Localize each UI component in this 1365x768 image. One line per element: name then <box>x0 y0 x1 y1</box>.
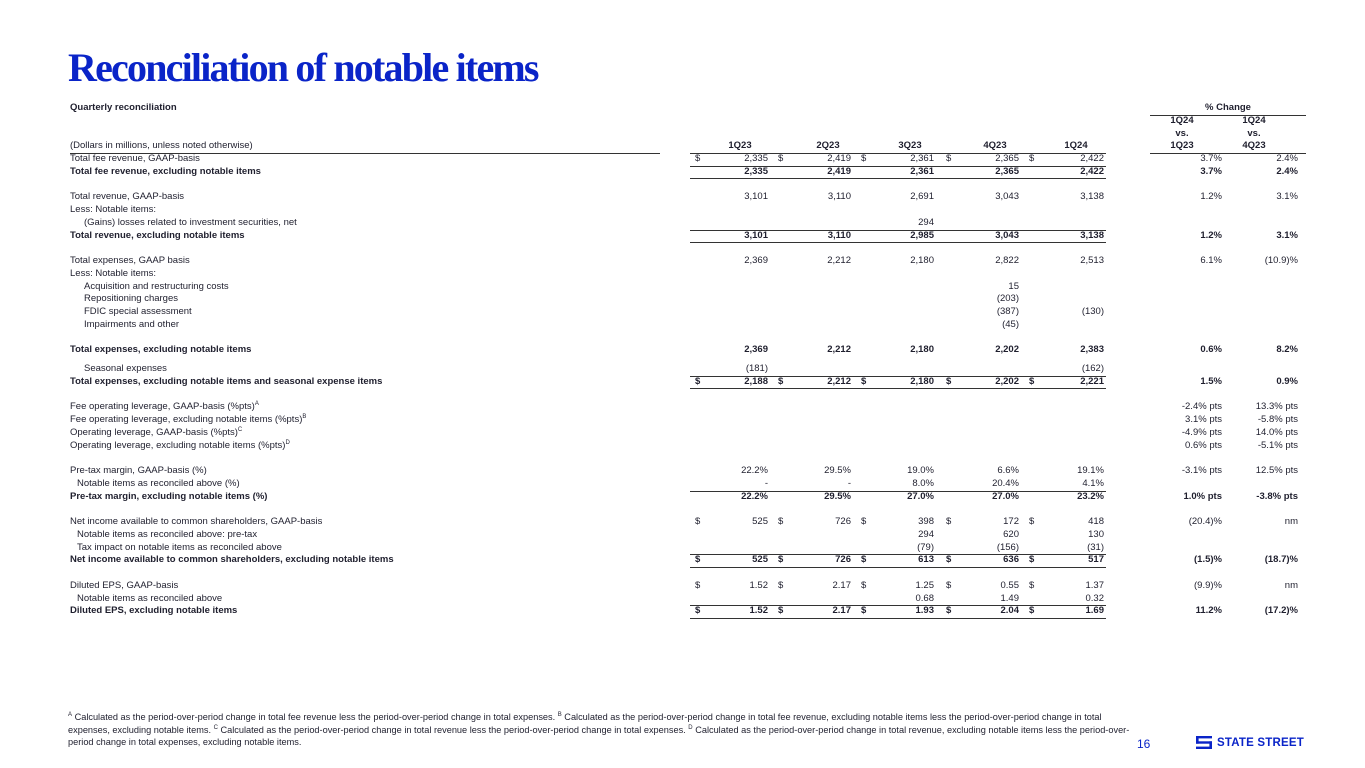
row-label: FDIC special assessment <box>84 306 192 317</box>
table-row <box>70 217 1310 230</box>
row-label: Total revenue, excluding notable items <box>70 229 245 241</box>
dollar-sign: $ <box>695 516 701 527</box>
rule-line <box>690 491 1106 492</box>
pct-change-cell: (1.5)% <box>1194 554 1222 566</box>
value-cell-1q24: (130) <box>1081 306 1104 317</box>
row-label: Total fee revenue, excluding notable items <box>70 165 261 177</box>
spacer-row <box>70 389 1310 402</box>
dollar-sign: $ <box>1029 579 1035 591</box>
value-cell-2q23: 2,212 <box>827 255 851 266</box>
footnotes <box>68 711 1138 749</box>
value-cell-1q23: - <box>764 477 768 489</box>
row-label-wrap <box>70 427 242 440</box>
value-cell-4q23: 2,365 <box>995 165 1019 177</box>
value-cell-1q23: 2,369 <box>744 344 768 356</box>
value-cell-2q23: 2,419 <box>827 153 851 164</box>
pct-change-cell: 14.0% pts <box>1255 426 1298 438</box>
spacer-row <box>70 242 1310 255</box>
row-label: Operating leverage, GAAP-basis (%pts) <box>70 426 238 438</box>
table-row <box>70 153 1310 166</box>
value-cell-1q23: 1.52 <box>749 605 768 617</box>
value-cell-4q23: 6.6% <box>997 465 1019 476</box>
pct-change-cell: 0.6% <box>1200 344 1222 356</box>
value-cell-2q23: 2,212 <box>827 344 851 356</box>
value-cell-4q23: 636 <box>1003 554 1019 566</box>
row-label: Notable items as reconciled above (%) <box>77 477 240 489</box>
value-cell-3q23: 613 <box>918 554 934 566</box>
footnote-c: $^C$ Calculated as the period-over-period change in total revenue less the period-over-period change in total expenses. <box>213 724 689 735</box>
dollar-sign: $ <box>778 605 784 617</box>
footnote-ref: D <box>285 439 290 446</box>
pct-change-cell: 3.1% <box>1276 191 1298 203</box>
dollar-sign: $ <box>778 153 784 164</box>
dollar-sign: $ <box>861 605 867 617</box>
value-cell-3q23: 8.0% <box>912 477 934 489</box>
dollar-sign: $ <box>695 153 701 164</box>
table-header-row-1 <box>70 102 1310 115</box>
pct-change-cell: 3.7% <box>1200 153 1222 164</box>
value-cell-1q23: 3,101 <box>744 191 768 203</box>
row-label: Acquisition and restructuring costs <box>84 280 229 292</box>
dollar-sign: $ <box>946 516 952 527</box>
value-cell-1q24: 2,221 <box>1080 375 1104 387</box>
table-row <box>70 376 1310 389</box>
dollar-sign: $ <box>946 375 952 387</box>
table-header-row-3 <box>70 128 1310 141</box>
dollar-sign: $ <box>1029 375 1035 387</box>
value-cell-1q24: 3,138 <box>1080 191 1104 203</box>
pct-col-1-l3: 1Q23 <box>1170 140 1194 152</box>
rule-line <box>690 376 1106 377</box>
section-label: Quarterly reconciliation <box>70 102 177 113</box>
dollar-sign: $ <box>778 516 784 527</box>
row-label: Total expenses, excluding notable items and seasonal expense items <box>70 375 383 387</box>
value-cell-1q23: 22.2% <box>741 490 768 502</box>
value-cell-3q23: (79) <box>917 541 934 553</box>
dollar-sign: $ <box>946 579 952 591</box>
col-header-1q24: 1Q24 <box>1064 140 1088 152</box>
pct-change-cell: 8.2% <box>1276 344 1298 356</box>
pct-change-cell: 1.2% <box>1200 191 1222 203</box>
pct-change-cell: (9.9)% <box>1194 579 1222 591</box>
spacer-row <box>70 332 1310 345</box>
pct-change-cell: 12.5% pts <box>1255 465 1298 476</box>
dollar-sign: $ <box>1029 516 1035 527</box>
footnote-ref: C <box>237 426 243 433</box>
rule-line <box>690 605 1106 606</box>
value-cell-3q23: 2,180 <box>910 255 934 266</box>
row-label: Fee operating leverage, GAAP-basis (%pts) <box>70 401 255 413</box>
value-cell-1q23: 3,101 <box>744 229 768 241</box>
value-cell-1q23: 525 <box>752 554 768 566</box>
table-row <box>70 204 1310 217</box>
pct-col-2-l1: 1Q24 <box>1242 114 1266 126</box>
dollar-sign: $ <box>778 554 784 566</box>
row-label-wrap <box>70 440 290 453</box>
value-cell-1q24: 130 <box>1088 528 1104 540</box>
dollar-sign: $ <box>861 516 867 527</box>
value-cell-3q23: 398 <box>918 516 934 527</box>
col-header-2q23: 2Q23 <box>816 140 840 152</box>
table-row <box>70 230 1310 243</box>
table-row <box>70 529 1310 542</box>
value-cell-2q23: 2.17 <box>832 579 851 591</box>
spacer-row <box>70 503 1310 516</box>
dollar-sign: $ <box>695 579 701 591</box>
table-row <box>70 580 1310 593</box>
pct-change-cell: (18.7)% <box>1264 554 1298 566</box>
pct-change-cell: -5.8% pts <box>1257 414 1298 425</box>
value-cell-2q23: 3,110 <box>827 229 851 241</box>
pct-col-1-l2: vs. <box>1175 127 1189 139</box>
dollar-sign: $ <box>778 579 784 591</box>
value-cell-1q24: 1.69 <box>1085 605 1104 617</box>
pct-change-cell: -3.1% pts <box>1181 465 1222 476</box>
value-cell-1q23: 2,335 <box>744 153 768 164</box>
value-cell-4q23: 2,202 <box>995 344 1019 356</box>
row-label: Repositioning charges <box>84 293 179 305</box>
row-label: Seasonal expenses <box>84 363 167 374</box>
value-cell-2q23: 726 <box>835 516 851 527</box>
row-label: Impairments and other <box>84 318 180 330</box>
pct-change-cell: 1.0% pts <box>1183 490 1222 502</box>
dollar-sign: $ <box>861 375 867 387</box>
table-row <box>70 166 1310 179</box>
row-label: Total expenses, GAAP basis <box>70 255 190 266</box>
row-label: Total fee revenue, GAAP-basis <box>70 153 200 164</box>
value-cell-3q23: 294 <box>918 216 934 228</box>
footnote-ref: A <box>254 401 259 408</box>
pct-change-cell: 0.6% pts <box>1185 439 1222 451</box>
table-row <box>70 440 1310 453</box>
pct-change-cell: 2.4% <box>1276 153 1298 164</box>
pct-change-cell: (17.2)% <box>1264 605 1298 617</box>
value-cell-3q23: 2,361 <box>910 153 934 164</box>
row-label: Pre-tax margin, excluding notable items (%) <box>70 490 268 502</box>
value-cell-1q23: 2,369 <box>744 255 768 266</box>
dollar-sign: $ <box>861 153 867 164</box>
value-cell-1q23: 2,335 <box>744 165 768 177</box>
value-cell-4q23: 2,822 <box>995 255 1019 266</box>
pct-change-header: % Change <box>1205 102 1251 113</box>
row-label: Notable items as reconciled above: pre-tax <box>77 528 258 540</box>
value-cell-4q23: 20.4% <box>992 477 1019 489</box>
rule-line <box>690 554 1106 555</box>
footnote-a: $^A$ Calculated as the period-over-period change in total fee revenue less the period-over-period change in total expenses. <box>68 711 558 722</box>
value-cell-1q24: 2,422 <box>1080 153 1104 164</box>
value-cell-3q23: 2,180 <box>910 344 934 356</box>
rule-line <box>690 230 1106 231</box>
value-cell-1q24: 1.37 <box>1085 579 1104 591</box>
state-street-logo <box>1196 736 1304 749</box>
rule-line <box>690 618 1106 619</box>
dollar-sign: $ <box>695 554 701 566</box>
value-cell-1q24: 23.2% <box>1077 490 1104 502</box>
footnote-d: $^D$ Calculated as the period-over-period change in total revenue, excluding notable items less the period-over-period change in total expenses, excluding notable items. <box>68 724 1130 747</box>
value-cell-1q24: 2,513 <box>1080 255 1104 266</box>
pct-change-cell: (10.9)% <box>1264 255 1298 266</box>
value-cell-3q23: 0.68 <box>915 592 934 604</box>
table-row <box>70 344 1310 357</box>
units-label: (Dollars in millions, unless noted otherwise) <box>70 140 253 152</box>
value-cell-3q23: 294 <box>918 528 934 540</box>
pct-change-cell: -5.1% pts <box>1257 439 1298 451</box>
table-row <box>70 554 1310 567</box>
table-header-row-4 <box>70 140 1310 153</box>
pct-change-cell: -2.4% pts <box>1181 401 1222 413</box>
value-cell-2q23: 2,419 <box>827 165 851 177</box>
table-row <box>70 516 1310 529</box>
value-cell-4q23: 1.49 <box>1000 592 1019 604</box>
value-cell-1q24: 3,138 <box>1080 229 1104 241</box>
value-cell-2q23: 2,212 <box>827 375 851 387</box>
table-row <box>70 281 1310 294</box>
value-cell-1q24: 418 <box>1088 516 1104 527</box>
value-cell-4q23: (203) <box>996 293 1019 305</box>
value-cell-3q23: 2,361 <box>910 165 934 177</box>
table-row <box>70 293 1310 306</box>
pct-change-cell: 13.3% pts <box>1255 401 1298 413</box>
value-cell-4q23: (45) <box>1002 318 1019 330</box>
value-cell-4q23: 172 <box>1003 516 1019 527</box>
value-cell-3q23: 2,985 <box>910 229 934 241</box>
pct-change-cell: (20.4)% <box>1188 516 1222 527</box>
pct-change-cell: 3.1% pts <box>1185 414 1222 425</box>
value-cell-1q23: 1.52 <box>749 579 768 591</box>
pct-change-cell: -4.9% pts <box>1181 426 1222 438</box>
dollar-sign: $ <box>946 554 952 566</box>
table-row <box>70 542 1310 555</box>
col-header-4q23: 4Q23 <box>983 140 1007 152</box>
value-cell-4q23: 15 <box>1008 280 1019 292</box>
row-label: Pre-tax margin, GAAP-basis (%) <box>70 465 207 476</box>
pct-change-cell: 1.5% <box>1200 375 1222 387</box>
dollar-sign: $ <box>1029 153 1035 164</box>
value-cell-4q23: 3,043 <box>995 191 1019 203</box>
footnote-ref: B <box>302 413 307 420</box>
col-header-1q23: 1Q23 <box>728 140 752 152</box>
logo-text: STATE STREET <box>1217 736 1304 749</box>
value-cell-1q23: 22.2% <box>741 465 768 476</box>
reconciliation-table <box>70 102 1310 618</box>
pct-change-cell: 1.2% <box>1200 229 1222 241</box>
table-row <box>70 306 1310 319</box>
value-cell-2q23: - <box>847 477 851 489</box>
row-label: Less: Notable items: <box>70 204 157 215</box>
table-row <box>70 427 1310 440</box>
table-header-row-2 <box>70 115 1310 128</box>
row-label-wrap <box>70 414 306 427</box>
dollar-sign: $ <box>1029 554 1035 566</box>
page-number: 16 <box>1137 737 1151 751</box>
dollar-sign: $ <box>861 554 867 566</box>
pct-change-cell: 2.4% <box>1276 165 1298 177</box>
row-label: Net income available to common shareholders, GAAP-basis <box>70 516 323 527</box>
dollar-sign: $ <box>1029 605 1035 617</box>
value-cell-4q23: 2,365 <box>995 153 1019 164</box>
value-cell-3q23: 1.93 <box>915 605 934 617</box>
table-row <box>70 255 1310 268</box>
row-label: Diluted EPS, excluding notable items <box>70 605 238 617</box>
row-label: Net income available to common shareholders, excluding notable items <box>70 554 394 566</box>
value-cell-3q23: 1.25 <box>915 579 934 591</box>
row-label: Notable items as reconciled above <box>77 592 223 604</box>
pct-change-cell: 11.2% <box>1195 605 1222 617</box>
row-label: Operating leverage, excluding notable items (%pts) <box>70 439 286 451</box>
value-cell-2q23: 29.5% <box>824 465 851 476</box>
value-cell-1q23: 2,188 <box>744 375 768 387</box>
value-cell-3q23: 19.0% <box>907 465 934 476</box>
pct-change-cell: 3.7% <box>1200 165 1222 177</box>
row-label: Diluted EPS, GAAP-basis <box>70 579 179 591</box>
dollar-sign: $ <box>861 579 867 591</box>
dollar-sign: $ <box>946 153 952 164</box>
spacer-row <box>70 452 1310 465</box>
value-cell-4q23: 620 <box>1003 528 1019 540</box>
table-row <box>70 605 1310 618</box>
table-row <box>70 401 1310 414</box>
rule-line <box>690 166 1106 167</box>
pct-change-cell: -3.8% pts <box>1256 490 1298 502</box>
row-label: Total revenue, GAAP-basis <box>70 191 185 203</box>
value-cell-4q23: 0.55 <box>1000 579 1019 591</box>
value-cell-4q23: (387) <box>996 306 1019 317</box>
pct-change-cell: 0.9% <box>1276 375 1298 387</box>
row-label: Less: Notable items: <box>70 267 157 279</box>
row-label: (Gains) losses related to investment securities, net <box>84 216 297 228</box>
pct-change-cell: nm <box>1284 516 1298 527</box>
value-cell-1q24: 2,422 <box>1080 165 1104 177</box>
value-cell-2q23: 726 <box>835 554 851 566</box>
pct-col-2-l2: vs. <box>1247 127 1261 139</box>
spacer-row <box>70 567 1310 580</box>
value-cell-1q24: 2,383 <box>1080 344 1104 356</box>
table-row <box>70 414 1310 427</box>
logo-icon <box>1196 736 1212 749</box>
pct-col-2-l3: 4Q23 <box>1242 140 1266 152</box>
row-label: Tax impact on notable items as reconciled above <box>77 541 282 553</box>
value-cell-1q24: 19.1% <box>1077 465 1104 476</box>
value-cell-1q24: (162) <box>1081 363 1104 374</box>
table-row <box>70 363 1310 376</box>
dollar-sign: $ <box>695 375 701 387</box>
value-cell-2q23: 2.17 <box>832 605 851 617</box>
value-cell-1q24: 517 <box>1088 554 1104 566</box>
spacer-row <box>70 179 1310 192</box>
value-cell-1q23: 525 <box>752 516 768 527</box>
table-row <box>70 465 1310 478</box>
value-cell-3q23: 27.0% <box>907 490 934 502</box>
row-label: Total expenses, excluding notable items <box>70 344 252 356</box>
footnote-b: $^B$ Calculated as the period-over-period change in total fee revenue, excluding notable items less the period-over-period change in total expenses, excluding notable items. <box>68 711 1102 735</box>
pct-change-cell: 6.1% <box>1200 255 1222 266</box>
value-cell-2q23: 29.5% <box>824 490 851 502</box>
row-label: Fee operating leverage, excluding notable items (%pts) <box>70 414 303 425</box>
col-header-3q23: 3Q23 <box>898 140 922 152</box>
dollar-sign: $ <box>695 605 701 617</box>
value-cell-3q23: 2,691 <box>910 191 934 203</box>
table-row <box>70 319 1310 332</box>
value-cell-4q23: 2,202 <box>995 375 1019 387</box>
dollar-sign: $ <box>946 605 952 617</box>
value-cell-4q23: 3,043 <box>995 229 1019 241</box>
table-row <box>70 268 1310 281</box>
table-row <box>70 593 1310 606</box>
pct-col-1-l1: 1Q24 <box>1170 114 1194 126</box>
dollar-sign: $ <box>778 375 784 387</box>
value-cell-4q23: 2.04 <box>1000 605 1019 617</box>
table-body <box>70 153 1310 618</box>
pct-change-cell: nm <box>1284 579 1298 591</box>
value-cell-1q23: (181) <box>745 363 768 374</box>
row-label-wrap <box>70 401 259 414</box>
value-cell-3q23: 2,180 <box>910 375 934 387</box>
table-row <box>70 191 1310 204</box>
value-cell-4q23: (156) <box>996 541 1019 553</box>
table-row <box>70 491 1310 504</box>
pct-change-cell: 3.1% <box>1276 229 1298 241</box>
table-row <box>70 478 1310 491</box>
value-cell-1q24: (31) <box>1087 541 1104 553</box>
value-cell-2q23: 3,110 <box>827 191 851 203</box>
value-cell-4q23: 27.0% <box>992 490 1019 502</box>
value-cell-1q24: 0.32 <box>1085 592 1104 604</box>
value-cell-1q24: 4.1% <box>1082 477 1104 489</box>
page-title: Reconciliation of notable items <box>68 45 538 90</box>
